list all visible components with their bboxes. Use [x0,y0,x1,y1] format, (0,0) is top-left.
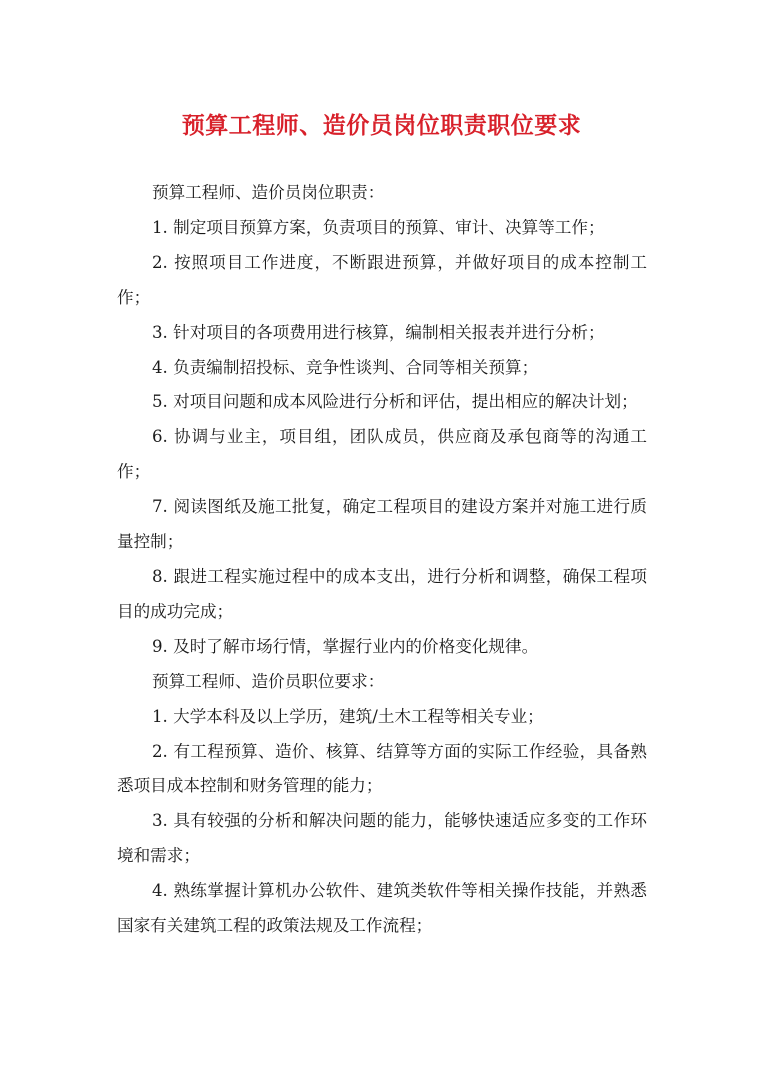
document-title: 预算工程师、造价员岗位职责职位要求 [181,113,582,139]
document-body [117,176,647,944]
duty-item-4: 4. 负责编制招投标、竞争性谈判、合同等相关预算； [152,357,539,377]
duty-item-9: 9. 及时了解市场行情，掌握行业内的价格变化规律。 [152,636,539,656]
duty-item-7: 7. 阅读图纸及施工批复，确定工程项目的建设方案并对施工进行质量控制； [117,497,647,552]
requirement-item-3: 3. 具有较强的分析和解决问题的能力，能够快速适应多变的工作环境和需求； [117,811,647,866]
duty-item-6: 6. 协调与业主，项目组，团队成员，供应商及承包商等的沟通工作； [117,427,647,482]
duty-item-3: 3. 针对项目的各项费用进行核算，编制相关报表并进行分析； [152,322,605,342]
requirement-item-1: 1. 大学本科及以上学历，建筑/土木工程等相关专业； [152,706,544,726]
duty-item-8: 8. 跟进工程实施过程中的成本支出，进行分析和调整，确保工程项目的成功完成； [117,566,647,621]
section-heading-duties: 预算工程师、造价员岗位职责： [152,183,385,202]
section-heading-requirements: 预算工程师、造价员职位要求： [152,671,385,691]
duty-item-5: 5. 对项目问题和成本风险进行分析和评估，提出相应的解决计划； [152,392,638,412]
requirement-item-4: 4. 熟练掌握计算机办公软件、建筑类软件等相关操作技能，并熟悉国家有关建筑工程的政策法规及工作流程； [117,881,647,936]
duty-item-1: 1. 制定项目预算方案，负责项目的预算、审计、决算等工作； [152,217,605,237]
requirement-item-2: 2. 有工程预算、造价、核算、结算等方面的实际工作经验，具备熟悉项目成本控制和财务管理的能力； [117,741,647,796]
duty-item-2: 2. 按照项目工作进度，不断跟进预算，并做好项目的成本控制工作； [117,252,647,307]
